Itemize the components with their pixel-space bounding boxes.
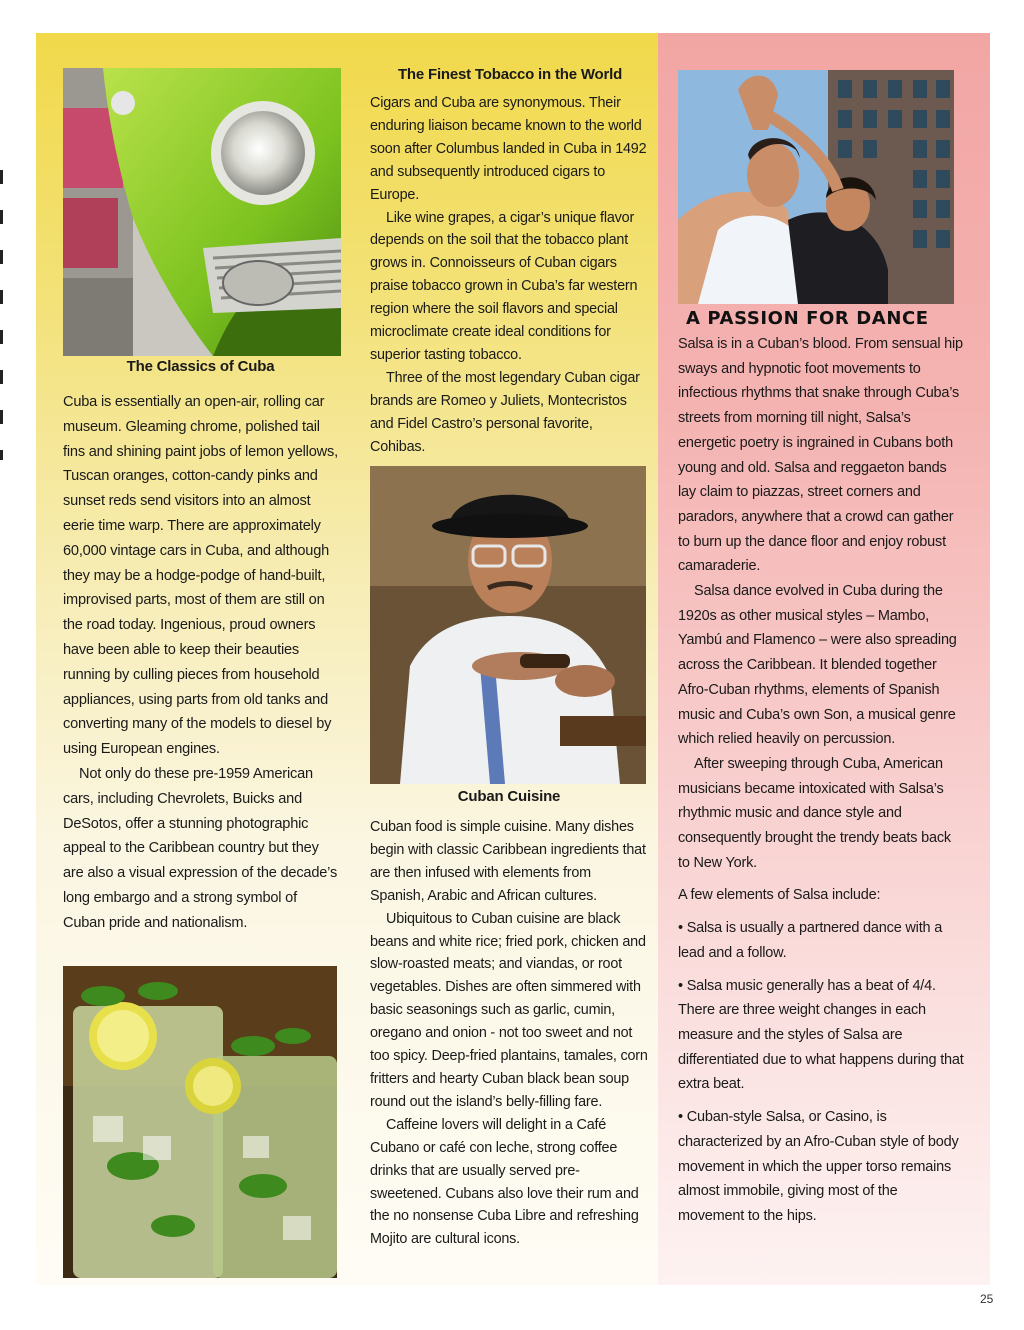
vintage-car-photo [63, 68, 341, 356]
dance-paragraph: Salsa is in a Cuban’s blood. From sensual hip sways and hypnotic foot movements to infectious rhythms that snake through Cuba’s streets from morning till night, Salsa’s energetic poetry is ingrained in Cubans both young and old. Salsa and reggaeton bands lay claim to piazzas, street corners and paradors, anywhere that a crowd can gather to burn up the dance floor and enjoy robust camaraderie. [678, 336, 963, 575]
mojito-photo [63, 966, 337, 1278]
classics-section [63, 356, 338, 936]
tobacco-paragraph: Cigars and Cuba are synonymous. Their enduring liaison became known to the world soon after Columbus landed in Cuba in 1492 and subsequently introduced cigars to Europe. [370, 95, 647, 203]
classics-heading: The Classics of Cuba [126, 358, 275, 375]
dance-bullet: • Salsa is usually a partnered dance with a lead and a follow. [678, 920, 943, 961]
cuisine-section [370, 786, 648, 1251]
dance-paragraph: After sweeping through Cuba, American musicians became intoxicated with Salsa’s rhythmic music and dance style and consequently brought the trendy beats back to New York. [678, 755, 951, 871]
dance-list-intro: A few elements of Salsa include: [678, 887, 881, 904]
salsa-dancers-photo [678, 70, 954, 304]
dance-heading: A PASSION FOR DANCE [686, 308, 929, 329]
classics-paragraph: Not only do these pre-1959 American cars, including Chevrolets, Buicks and DeSotos, offer a stunning photographic appeal to the Caribbean country but they are also a visual expression of the decade’s long embargo and a strong symbol of Cuban pride and nationalism. [63, 765, 338, 931]
page-number: 25 [980, 1292, 994, 1306]
tobacco-heading: The Finest Tobacco in the World [397, 66, 623, 83]
dance-bullet: • Salsa music generally has a beat of 4/4. There are three weight changes in each measure and the styles of Salsa are differentiated due to what happens during that extra beat. [678, 977, 964, 1093]
dance-bullet: • Cuban-style Salsa, or Casino, is characterized by an Afro-Cuban style of body movement in which the upper torso remains almost immobile, giving most of the movement to the hips. [678, 1109, 959, 1224]
cigar-roller-photo [370, 466, 646, 784]
page-edge-marks [0, 170, 3, 460]
dance-section [678, 306, 964, 1229]
classics-paragraph: Cuba is essentially an open-air, rolling car museum. Gleaming chrome, polished tail fins and shining paint jobs of lemon yellows, Tuscan oranges, cotton-candy pinks and sunset reds send visitors into an almost eerie time warp. There are approximately 60,000 vintage cars in Cuba, and although they may be a hodge-podge of hand-built, improvised parts, most of them are still on the road today. Ingenious, proud owners have been able to keep their beauties running by culling pieces from household appliances, using parts from old tanks and converting many of the models to diesel by using European engines. [63, 394, 338, 758]
tobacco-section [370, 64, 650, 459]
tobacco-paragraph: Three of the most legendary Cuban cigar brands are Romeo y Juliets, Montecristos and Fidel Castro’s personal favorite, Cohibas. [370, 369, 640, 455]
tobacco-paragraph: Like wine grapes, a cigar’s unique flavor depends on the soil that the tobacco plant grows in. Connoisseurs of Cuban cigars praise tobacco grown in Cuba’s far western region where the soil flavors and special microclimate create ideal conditions for superior tasting tobacco. [370, 209, 638, 363]
cuisine-paragraph: Ubiquitous to Cuban cuisine are black beans and white rice; fried pork, chicken and slow-roasted meats; and viandas, or root vegetables. Dishes are often simmered with basic seasonings such as garlic, cumin, oregano and onion - not too sweet and not too spicy. Deep-fried plantains, tamales, corn fritters and hearty Cuban black bean soup round out the island’s belly-filling fare. [370, 910, 648, 1110]
dance-paragraph: Salsa dance evolved in Cuba during the 1920s as other musical styles – Mambo, Yambú and Flamenco – were also spreading across the Caribbean. It blended together Afro-Cuban rhythms, elements of Spanish music and Cuba’s own Son, a musical genre which relied heavily on percussion. [678, 583, 957, 748]
cuisine-heading: Cuban Cuisine [457, 788, 561, 805]
cuisine-paragraph: Cuban food is simple cuisine. Many dishes begin with classic Caribbean ingredients that are then infused with elements from Spanish, Arabic and African cultures. [370, 819, 646, 904]
cuisine-paragraph: Caffeine lovers will delight in a Café Cubano or café con leche, strong coffee drinks that are usually served pre-sweetened. Cubans also love their rum and the no nonsense Cuba Libre and refreshing Mojito are cultural icons. [370, 1116, 639, 1248]
